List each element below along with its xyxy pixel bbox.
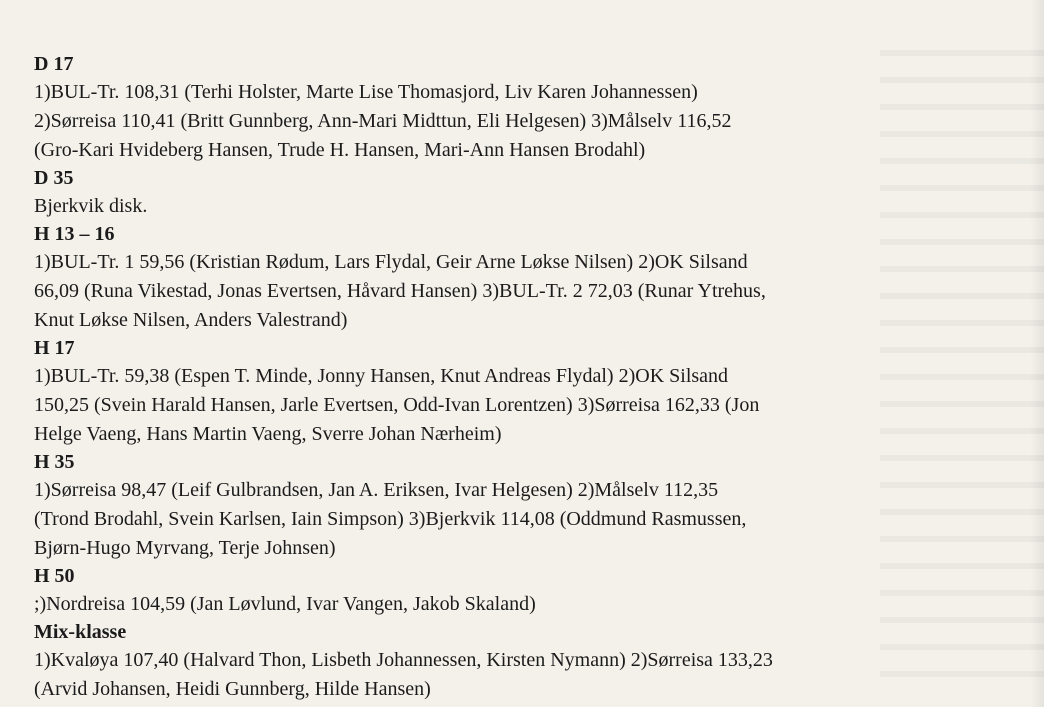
class-heading: D 17	[34, 53, 74, 75]
section-h50	[34, 563, 1034, 619]
result-line: 150,25 (Svein Harald Hansen, Jarle Evertsen, Odd-Ivan Lorentzen) 3)Sørreisa 162,33 (Jon	[34, 394, 760, 416]
result-line: 1)BUL-Tr. 108,31 (Terhi Holster, Marte Lise Thomasjord, Liv Karen Johannessen)	[34, 81, 698, 103]
result-line: 1)Kvaløya 107,40 (Halvard Thon, Lisbeth Johannessen, Kirsten Nymann) 2)Sørreisa 133,23	[34, 649, 773, 671]
section-mix-klasse	[34, 619, 1034, 704]
result-line: 1)Sørreisa 98,47 (Leif Gulbrandsen, Jan A. Eriksen, Ivar Helgesen) 2)Målselv 112,35	[34, 479, 719, 501]
result-line: Bjørn-Hugo Myrvang, Terje Johnsen)	[34, 537, 336, 559]
section-h13-16	[34, 221, 1034, 335]
section-h35	[34, 449, 1034, 563]
result-line: 2)Sørreisa 110,41 (Britt Gunnberg, Ann-Mari Midttun, Eli Helgesen) 3)Målselv 116,52	[34, 110, 732, 132]
result-line: (Gro-Kari Hvideberg Hansen, Trude H. Hansen, Mari-Ann Hansen Brodahl)	[34, 139, 646, 161]
result-line: Knut Løkse Nilsen, Anders Valestrand)	[34, 309, 348, 331]
class-heading: H 50	[34, 565, 75, 587]
result-line: (Arvid Johansen, Heidi Gunnberg, Hilde Hansen)	[34, 678, 431, 700]
class-heading: H 13 – 16	[34, 223, 115, 245]
class-heading: Mix-klasse	[34, 621, 127, 643]
result-line: (Trond Brodahl, Svein Karlsen, Iain Simpson) 3)Bjerkvik 114,08 (Oddmund Rasmussen,	[34, 508, 747, 530]
section-d17	[34, 51, 1034, 165]
result-line: ;)Nordreisa 104,59 (Jan Løvlund, Ivar Vangen, Jakob Skaland)	[34, 593, 536, 615]
result-line: 66,09 (Runa Vikestad, Jonas Evertsen, Håvard Hansen) 3)BUL-Tr. 2 72,03 (Runar Ytrehus,	[34, 280, 766, 302]
section-d35	[34, 165, 1034, 221]
result-line: 1)BUL-Tr. 59,38 (Espen T. Minde, Jonny Hansen, Knut Andreas Flydal) 2)OK Silsand	[34, 365, 729, 387]
result-line: Helge Vaeng, Hans Martin Vaeng, Sverre Johan Nærheim)	[34, 423, 502, 445]
class-heading: H 35	[34, 451, 75, 473]
class-heading: H 17	[34, 337, 75, 359]
result-line: 1)BUL-Tr. 1 59,56 (Kristian Rødum, Lars Flydal, Geir Arne Løkse Nilsen) 2)OK Silsand	[34, 251, 748, 273]
relay-results-document	[34, 51, 1034, 704]
result-line: Bjerkvik disk.	[34, 195, 148, 217]
section-h17	[34, 335, 1034, 449]
class-heading: D 35	[34, 167, 74, 189]
